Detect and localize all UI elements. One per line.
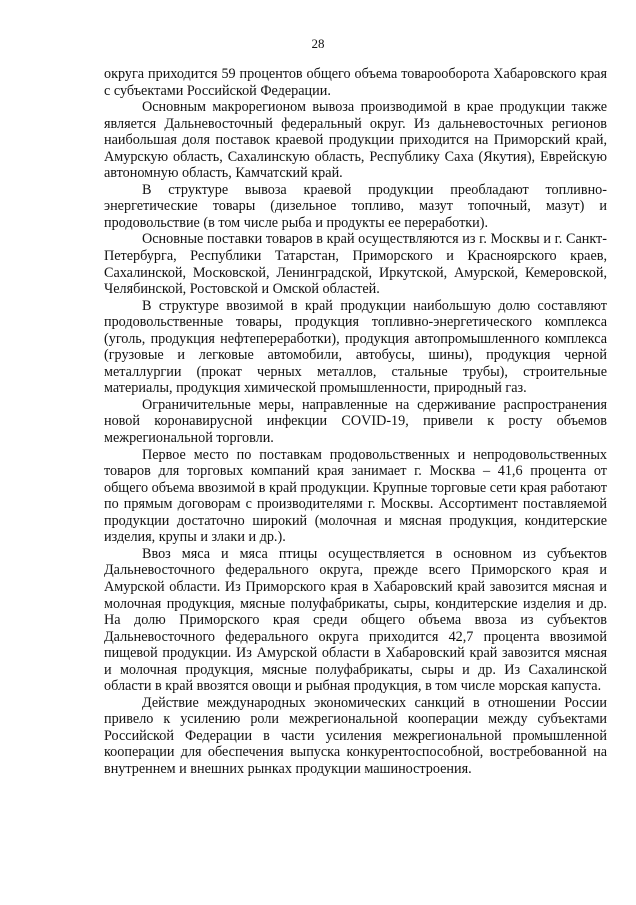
paragraph-continuation: округа приходится 59 процентов общего объема товарооборота Хабаровского края с субъектами Российской Федерации. xyxy=(104,66,607,99)
paragraph: В структуре ввозимой в край продукции наибольшую долю составляют продовольственные товары, продукция топливно-энергетического комплекса (уголь, продукция нефтепереработки), продукция автопромышленного комплекса (грузовые и легковые автомобили, автобусы, шины), продукция черной металлургии (прокат черных металлов, стальные трубы), строительные материалы, продукция химической промышленности, природный газ. xyxy=(104,297,607,397)
paragraph: Ограничительные меры, направленные на сдерживание распространения новой коронавирусной инфекции COVID-19, привели к росту объемов межрегиональной торговли. xyxy=(104,396,607,447)
paragraph: Действие международных экономических санкций в отношении России привело к усилению роли межрегиональной кооперации между субъектами Российской Федерации в части усиления межрегиональной промышленной кооперации для обеспечения выпуска конкурентоспособной, востребованной на внутреннем и внешних рынках продукции машиностроения. xyxy=(104,694,607,777)
paragraph: Основные поставки товаров в край осуществляются из г. Москвы и г. Санкт-Петербурга, Республики Татарстан, Приморского и Красноярского краев, Сахалинской, Московской, Ленинградской, Иркутской, Амурской, Кемеровской, Челябинской, Ростовской и Омской областей. xyxy=(104,231,607,298)
paragraph: Основным макрорегионом вывоза производимой в крае продукции также является Дальневосточный федеральный округ. Из дальневосточных регионов наибольшая доля поставок краевой продукции приходится на Приморский край, Амурскую область, Сахалинскую область, Республику Саха (Якутия), Еврейскую автономную область, Камчатский край. xyxy=(104,99,607,182)
paragraph: В структуре вывоза краевой продукции преобладают топливно-энергетические товары (дизельное топливо, мазут топочный, мазут) и продовольствие (в том числе рыба и продукты ее переработки). xyxy=(104,181,607,231)
document-body xyxy=(104,66,607,778)
paragraph: Ввоз мяса и мяса птицы осуществляется в основном из субъектов Дальневосточного федерального округа, прежде всего Приморского края и Амурской области. Из Приморского края в Хабаровский край завозится мясная и молочная продукция, мясные полуфабрикаты, сыры, кондитерские изделия и др. На долю Приморского края среди общего объема ввоза из субъектов Дальневосточного федерального округа приходится 42,7 процента ввозимой пищевой продукции. Из Амурской области в Хабаровский край завозится мясная и молочная продукция, мясные полуфабрикаты, сыры и др. Из Сахалинской области в край ввозятся овощи и рыбная продукция, в том числе морская капуста. xyxy=(104,545,607,695)
page-number: 28 xyxy=(311,36,325,51)
paragraph: Первое место по поставкам продовольственных и непродовольственных товаров для торговых компаний края занимает г. Москва – 41,6 процента от общего объема ввозимой в край продукции. Крупные торговые сети края работают по прямым договорам с производителями г. Москвы. Ассортимент поставляемой продукции достаточно широкий (молочная и мясная продукция, кондитерские изделия, крупы и злаки и др.). xyxy=(104,446,607,546)
